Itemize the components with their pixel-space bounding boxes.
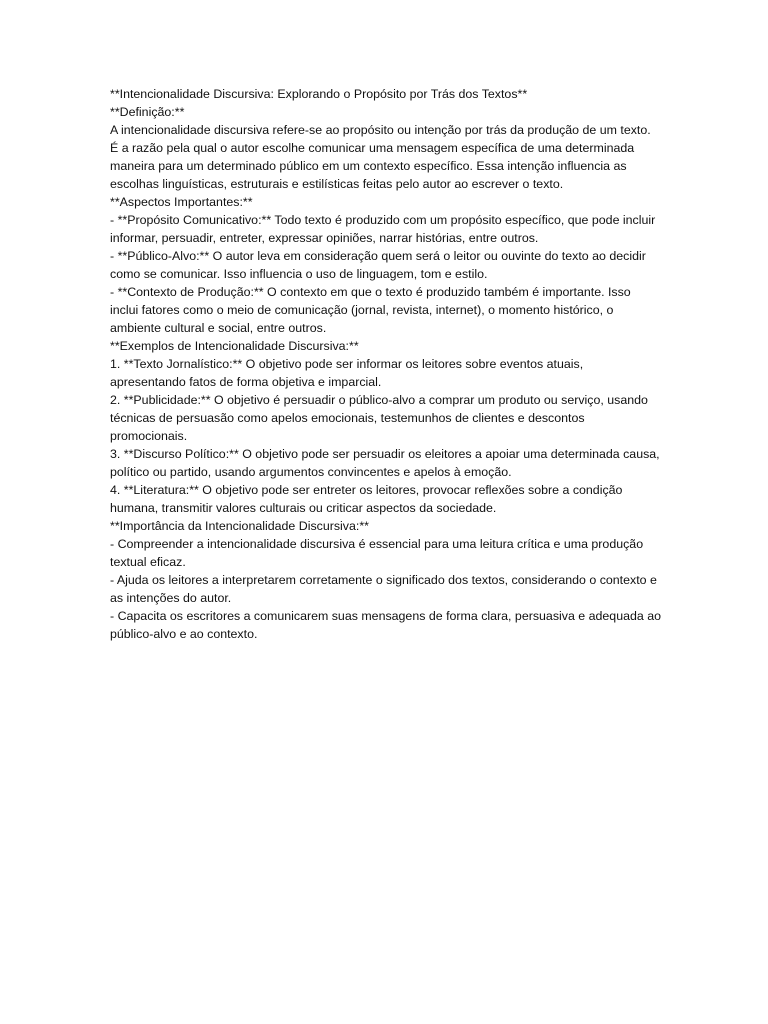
- importance-item-critical-reading: - Compreender a intencionalidade discursiva é essencial para uma leitura crítica e uma produção textual eficaz.: [110, 537, 644, 569]
- importance-heading: **Importância da Intencionalidade Discursiva:**: [110, 519, 369, 533]
- example-item-political: 3. **Discurso Político:** O objetivo pode ser persuadir os eleitores a apoiar uma determinada causa, político ou partido, usando argumentos convincentes e apelos à emoção.: [110, 447, 660, 479]
- examples-heading: **Exemplos de Intencionalidade Discursiva:**: [110, 339, 359, 353]
- document-page: [110, 85, 662, 643]
- example-item-journalistic: 1. **Texto Jornalístico:** O objetivo pode ser informar os leitores sobre eventos atuais, apresentando fatos de forma objetiva e imparcial.: [110, 357, 584, 389]
- aspect-item-target-audience: - **Público-Alvo:** O autor leva em consideração quem será o leitor ou ouvinte do texto ao decidir como se comunicar. Isso influencia o uso de linguagem, tom e estilo.: [110, 249, 646, 281]
- definition-heading: **Definição:**: [110, 105, 185, 119]
- example-item-literature: 4. **Literatura:** O objetivo pode ser entreter os leitores, provocar reflexões sobre a condição humana, transmitir valores culturais ou criticar aspectos da sociedade.: [110, 483, 623, 515]
- aspect-item-production-context: - **Contexto de Produção:** O contexto em que o texto é produzido também é importante. Isso inclui fatores como o meio de comunicação (jornal, revista, internet), o momento histórico, o ambiente cultural e social, entre outros.: [110, 285, 631, 335]
- definition-paragraph: A intencionalidade discursiva refere-se ao propósito ou intenção por trás da produção de um texto. É a razão pela qual o autor escolhe comunicar uma mensagem específica de uma determinada maneira para um determinado público em um contexto específico. Essa intenção influencia as escolhas linguísticas, estruturais e estilísticas feitas pelo autor ao escrever o texto.: [110, 123, 651, 191]
- importance-item-writers: - Capacita os escritores a comunicarem suas mensagens de forma clara, persuasiva e adequada ao público-alvo e ao contexto.: [110, 609, 661, 641]
- aspects-heading: **Aspectos Importantes:**: [110, 195, 253, 209]
- aspect-item-communicative-purpose: - **Propósito Comunicativo:** Todo texto é produzido com um propósito específico, que pode incluir informar, persuadir, entreter, expressar opiniões, narrar histórias, entre outros.: [110, 213, 656, 245]
- document-title: **Intencionalidade Discursiva: Explorando o Propósito por Trás dos Textos**: [110, 87, 528, 101]
- example-item-advertising: 2. **Publicidade:** O objetivo é persuadir o público-alvo a comprar um produto ou serviço, usando técnicas de persuasão como apelos emocionais, testemunhos de clientes e descontos promocionais.: [110, 393, 648, 443]
- importance-item-interpretation: - Ajuda os leitores a interpretarem corretamente o significado dos textos, considerando o contexto e as intenções do autor.: [110, 573, 657, 605]
